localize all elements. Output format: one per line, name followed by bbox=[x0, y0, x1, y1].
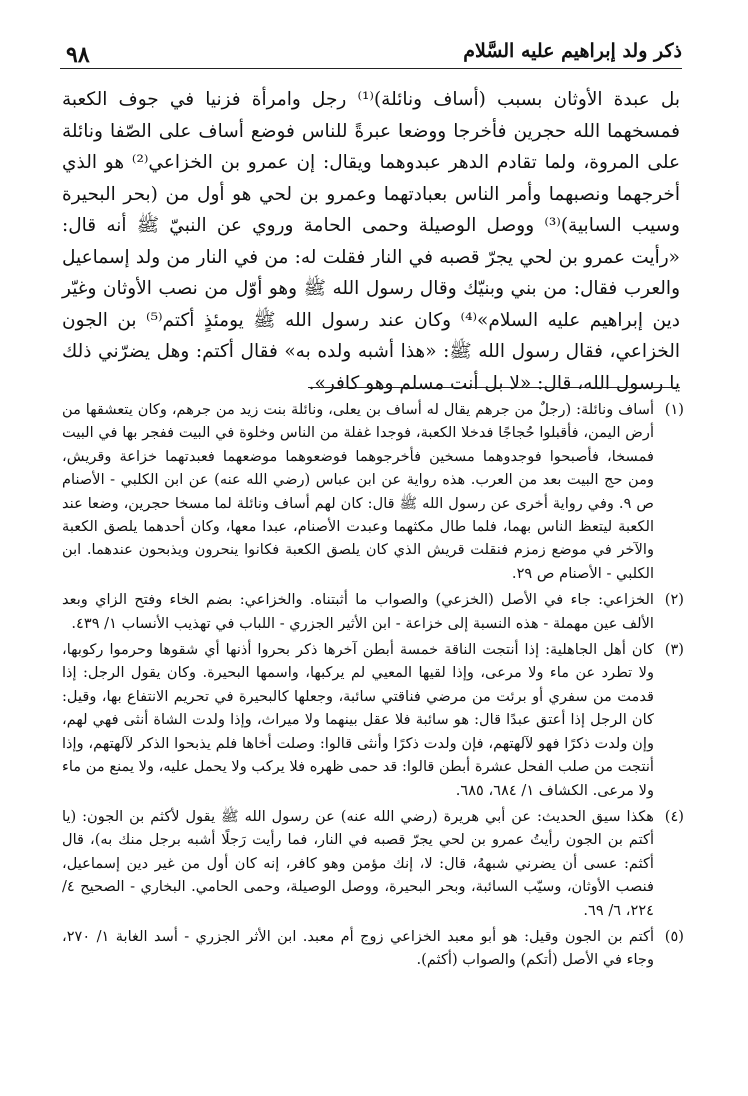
footnote-text: هكذا سيق الحديث: عن أبي هريرة (رضي الله عنه) عن رسول الله ﷺ يقول لأكثم بن الجون: (يا أكتم بن الجون رأيتُ عمرو بن لحي يجرّ قصبه في النار، فما رأيت رَجلًا أشبه برجل منك به)، قال أكثم: عسى أن يضرني شبههُ، قال: لا، إنك مؤمن وهو كافر، إنه كان أول من غير دين إسماعيل، فنصب الأوثان، وسيّب السائبة، وبحر البحيرة، ووصل الوصيلة، وحمى الحامي. البخاري - الصحيح ٤/ ٢٢٤، ٦/ ٦٩. bbox=[62, 807, 654, 919]
footnote-number: (٥) bbox=[664, 927, 684, 945]
page-number: ٩٨ bbox=[66, 42, 90, 68]
footnote-text: أساف ونائلة: (رجلٌ من جرهم يقال له أساف بن يعلى، ونائلة بنت زيد من جرهم، وكان يتعشقها من أرض اليمن، فأقبلوا حُجاجًا فدخلا الكعبة، فوجدا غفلة من الناس وخلوة في البيت ففجر بها في البيت فمسخا، فأصبحوا فوجدوهما مسخين فأخرجوهما فوضعوهما موضعهما فعبدتهما خزاعة وقريش، ومن حج البيت بعد من العرب. هذه رواية عن ابن عباس (رضي الله عنه) عن ابن الكلبي - الأصنام ص ٩. وفي رواية أخرى عن رسول الله ﷺ قال: كان لهم أساف ونائلة لما مسخا حجرين، وضعا عند الكعبة ليتعظ الناس بهما، فلما طال مكثهما وعبدت الأصنام، عبدا معها، وكان أحدهما يلصق الكعبة والآخر في موضع زمزم فنقلت قريش الذي كان يلصق الكعبة فكانوا ينحرون ويذبحون عندهما. ابن الكلبي - الأصنام ص ٢٩. bbox=[62, 401, 654, 582]
footnote-number: (١) bbox=[664, 401, 684, 418]
footnote-number: (٣) bbox=[664, 641, 684, 659]
footnote-separator bbox=[308, 387, 680, 388]
footnote bbox=[62, 925, 684, 972]
main-text bbox=[62, 84, 680, 399]
footnote-number: (٤) bbox=[664, 807, 684, 825]
footnote bbox=[62, 588, 684, 635]
footnote bbox=[62, 805, 684, 922]
footnotes bbox=[62, 398, 684, 975]
footnote-text: أكتم بن الجون وقيل: هو أبو معبد الخزاعي زوج أم معبد. ابن الأثر الجزري - أسد الغابة ١/ ٢٧٠، وجاء في الأصل (أتكم) والصواب (أكثم). bbox=[62, 927, 655, 969]
page-header bbox=[60, 36, 682, 69]
footnote-text: كان أهل الجاهلية: إذا أنتجت الناقة خمسة أبطن آخرها ذكر بحروا أذنها أي شقوها وحرموا ركوبها، ولا تطرد عن ماء ولا مرعى، وإذا لقيها المعيي لم يركبها، واسمها البحيرة. وكان يقول الرجل: إذا قدمت من سفري أو برئت من مرضي فناقتي سائبة، وجعلها كالبحيرة في تحريم الانتفاع بها، وقيل: كان الرجل إذا أعتق عبدًا قال: هو سائبة فلا عقل بينهما ولا ميراث، وإذا ولدت الشاة أنثى فهي لهم، وإن ولدت ذكرًا فهو لآلهتهم، فإن ولدت ذكرًا وأنثى قالوا: وصلت أخاها فلم يذبحوا الذكر لآلهتهم، وإذا أنتجت من صلب الفحل عشرة أبطن قالوا: قد حمى ظهره فلا يركب ولا يحمل عليه، ولا يمنع من ماء ولا مرعى. الكشاف ١/ ٦٨٤، ٦٨٥. bbox=[62, 641, 654, 799]
footnote bbox=[62, 638, 684, 802]
main-paragraph: بل عبدة الأوثان بسبب (أساف ونائلة)⁽¹⁾ رجل وامرأة فزنيا في جوف الكعبة فمسخهما الله حجرين فأخرجا ووضعا عبرةً للناس فوضع أساف على الصّفا ونائلة على المروة، ولما تقادم الدهر عبدوهما ويقال: إن عمرو بن الخزاعي⁽²⁾ هو الذي أخرجهما ونصبهما وأمر الناس بعبادتهما وعمرو بن لحي هو أول من (بحر البحيرة وسيب السابية)⁽³⁾ ووصل الوصيلة وحمى الحامة وروي عن النبيّ ﷺ أنه قال: «رأيت عمرو بن لحي يجرّ قصبه في النار فقلت له: من في النار من ولد إسماعيل والعرب فقال: من بني وبنيّك وقال رسول الله ﷺ وهو أوّل من نصب الأوثان وغيّر دين إبراهيم عليه السلام»⁽⁴⁾ وكان عند رسول الله ﷺ يومئذٍ أكتم⁽⁵⁾ بن الجون الخزاعي، فقال رسول الله ﷺ: «هذا أشبه ولده به» فقال أكتم: وهل يضرّني ذلك يا رسول الله، قال: «لا بل أنت مسلم وهو كافر». bbox=[62, 89, 680, 394]
footnote-text: الخزاعي: جاء في الأصل (الخزعي) والصواب ما أثبتناه. والخزاعي: بضم الخاء وفتح الزاي وبعد الألف عين مهملة - هذه النسبة إلى خزاعة - ابن الأثير الجزري - اللباب في تهذيب الأنساب ١/ ٤٣٩. bbox=[62, 591, 654, 632]
footnote bbox=[62, 398, 684, 585]
running-title: ذكر ولد إبراهيم عليه السَّلام bbox=[463, 40, 682, 62]
footnote-number: (٢) bbox=[664, 591, 684, 609]
